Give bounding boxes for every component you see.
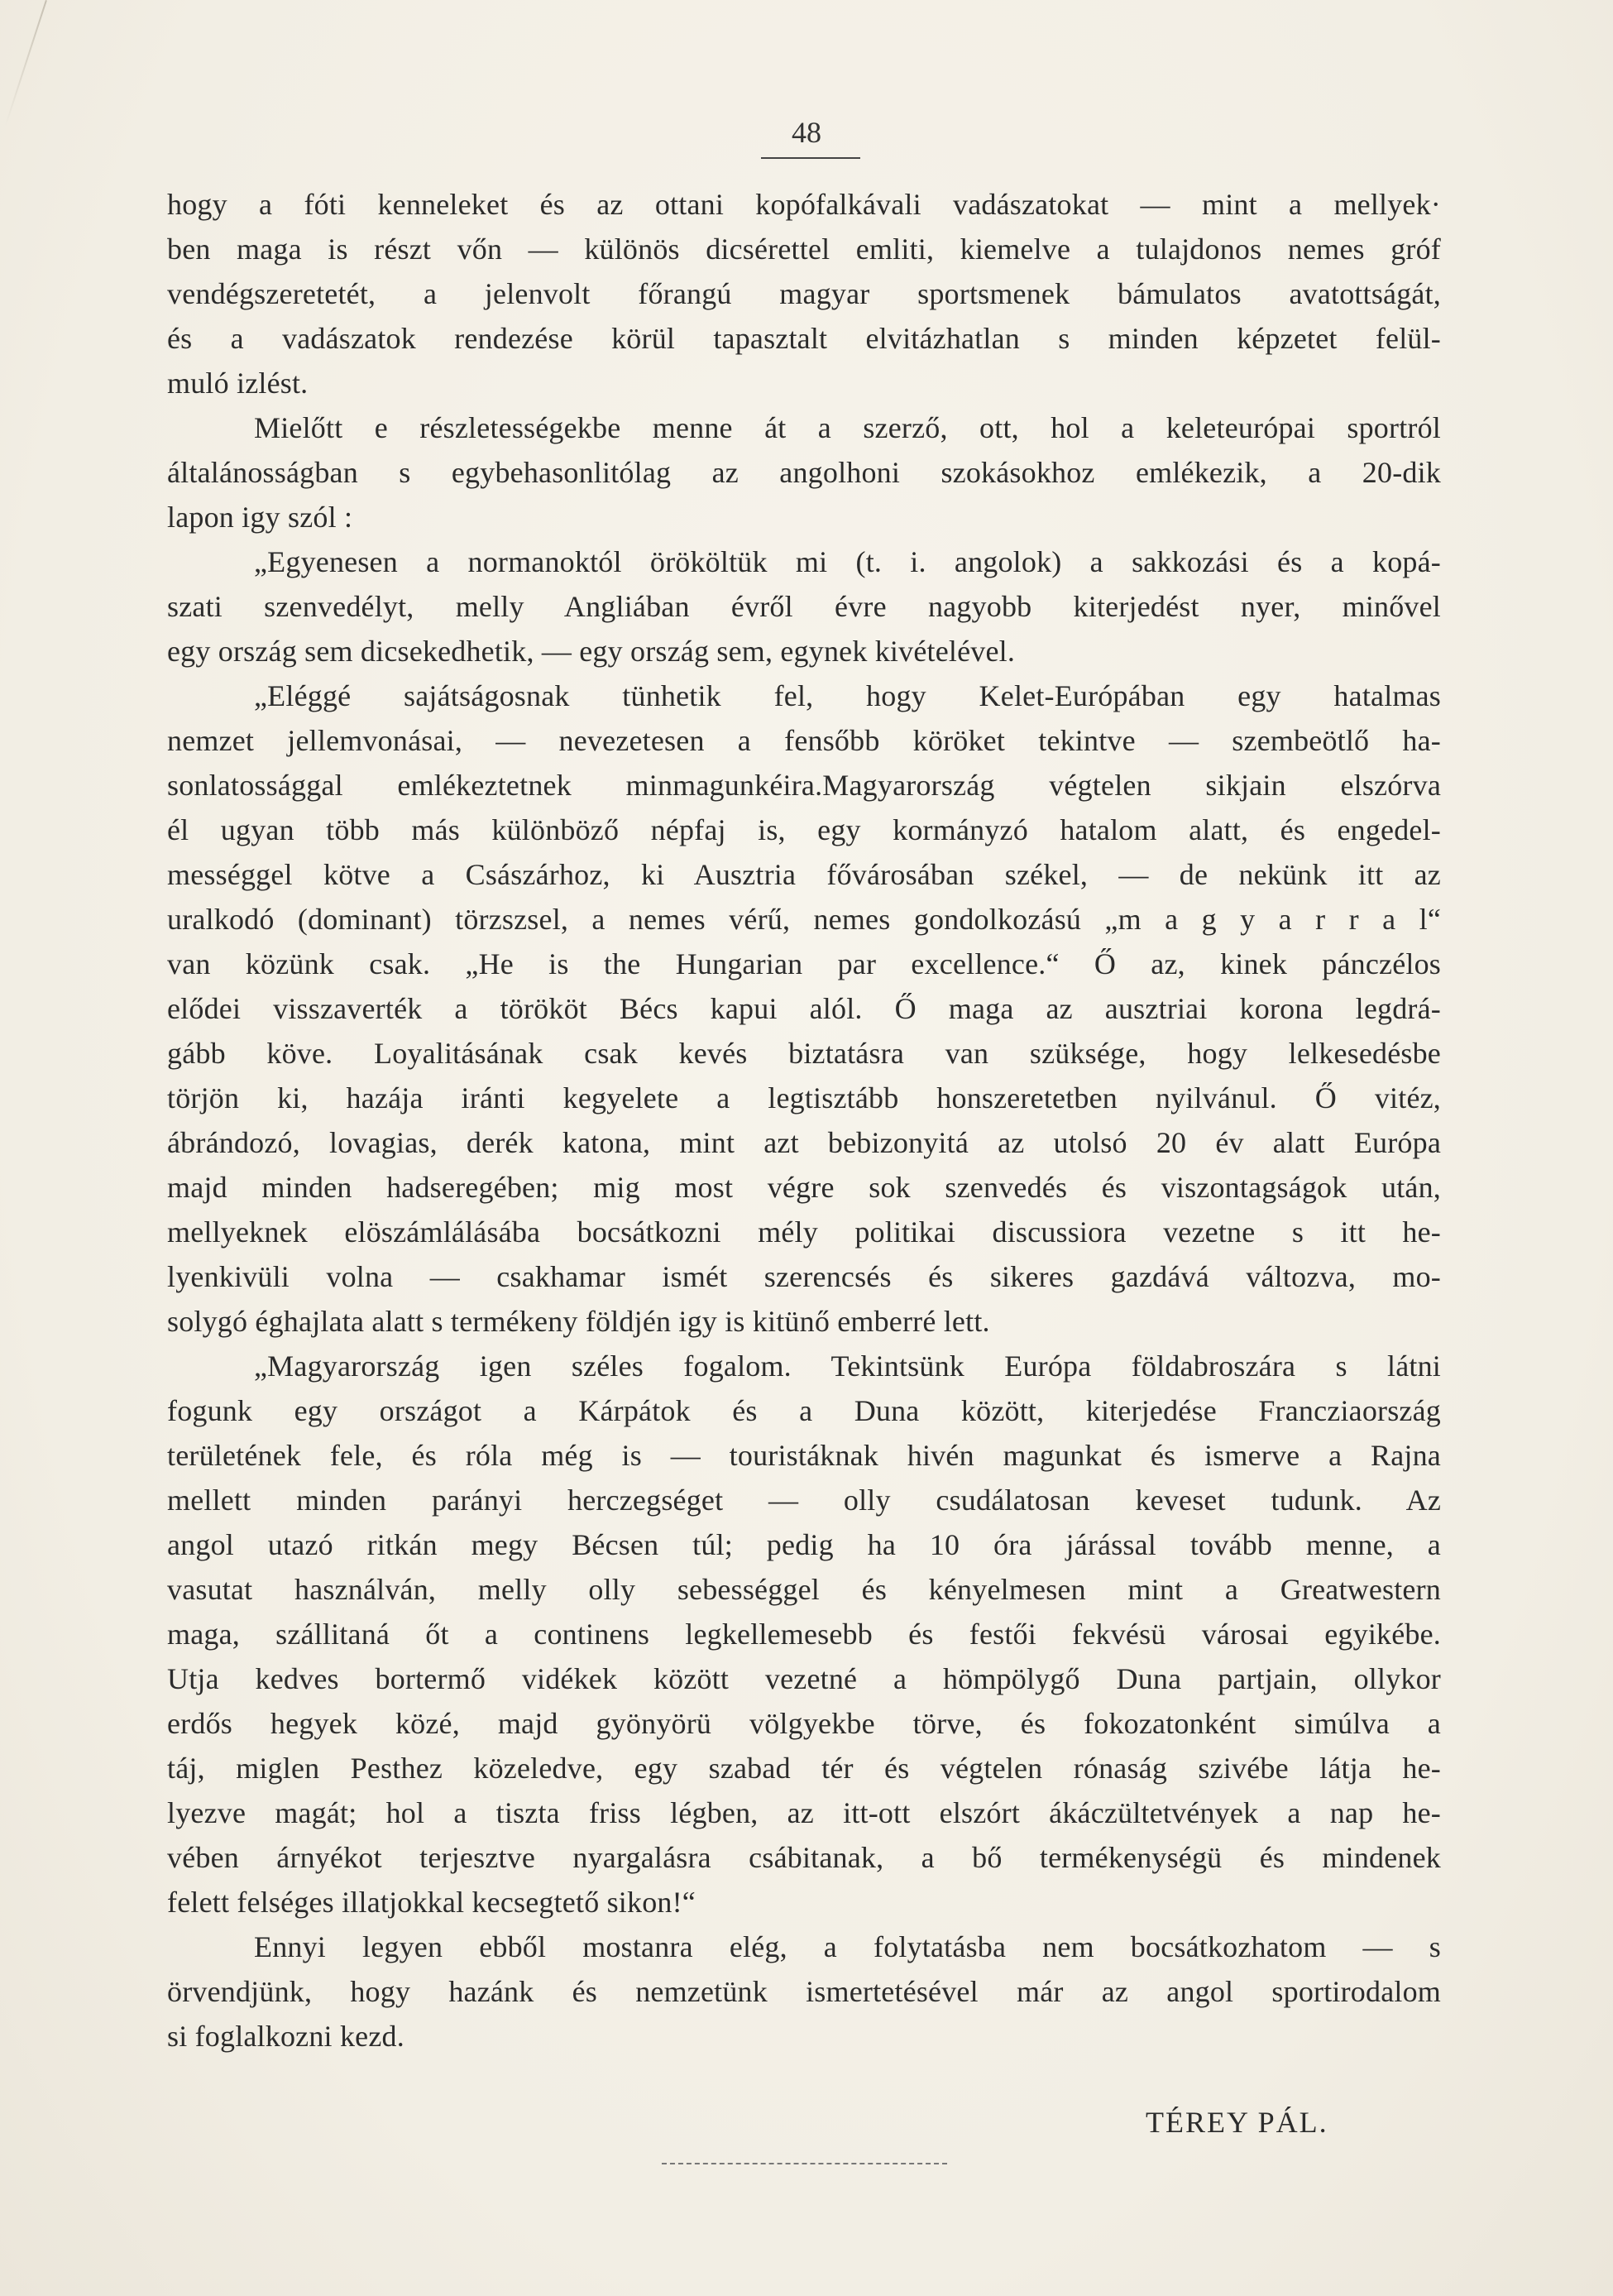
text-line: lyezve magát; hol a tiszta friss légben, az itt-ott elszórt ákáczültetvények a nap he- [167,1796,1441,1829]
text-line: solygó éghajlata alatt s termékeny földjén igy is kitünő emberré lett. [167,1305,990,1338]
text-line: táj, miglen Pesthez közeledve, egy szabad tér és végtelen rónaság szivébe látja he- [167,1752,1441,1785]
text-line: mellyeknek elöszámlálásába bocsátkozni mély politikai discussiora vezetne s itt he- [167,1215,1441,1249]
paragraph [167,1925,1441,2059]
paragraph [167,182,1441,405]
text-line: ben maga is részt vőn — különös dicsérettel emliti, kiemelve a tulajdonos nemes gróf [167,232,1441,266]
text-line: erdős hegyek közé, majd gyönyörü völgyekbe törve, és fokozatonként simúlva a [167,1707,1441,1740]
text-line: egy ország sem dicsekedhetik, — egy ország sem, egynek kivételével. [167,635,1016,668]
paragraph [167,405,1441,539]
text-line: területének fele, és róla még is — touristáknak hivén magunkat és ismerve a Rajna [167,1439,1441,1472]
text-line: „Eléggé sajátságosnak tünhetik fel, hogy Kelet-Európában egy hatalmas [254,679,1441,712]
text-line: vasutat használván, melly olly sebességgel és kényelmesen mint a Greatwestern [167,1573,1441,1606]
page-number: 48 [792,116,821,149]
author-signature: TÉREY PÁL. [1146,2106,1328,2139]
text-line: él ugyan több más különböző népfaj is, egy kormányzó hatalom alatt, és engedel- [167,813,1441,846]
text-line: vendégszeretetét, a jelenvolt főrangú magyar sportsmenek bámulatos avatottságát, [167,277,1441,310]
text-line: fogunk egy országot a Kárpátok és a Duna között, kiterjedése Francziaország [167,1394,1441,1427]
text-line: elődei visszaverték a törököt Bécs kapui alól. Ő maga az ausztriai korona legdrá- [167,992,1441,1025]
text-line: általánosságban s egybehasonlitólag az angolhoni szokásokhoz emlékezik, a 20-dik [167,456,1441,489]
text-line: vében árnyékot terjesztve nyargalásra csábitanak, a bő termékenységü és mindenek [167,1841,1441,1874]
article-body [167,182,1441,2059]
text-line: törjön ki, hazája iránti kegyelete a legtisztább honszeretetben nyilvánul. Ő vitéz, [167,1081,1441,1114]
text-line: sonlatossággal emlékeztetnek minmagunkéira.Magyarország végtelen sikjain elszórva [167,769,1441,802]
text-line: majd minden hadseregében; mig most végre sok szenvedés és viszontagságok után, [167,1171,1441,1204]
text-line: „Egyenesen a normanoktól örököltük mi (t. i. angolok) a sakkozási és a kopá- [254,545,1441,578]
text-line: lyenkivüli volna — csakhamar ismét szerencsés és sikeres gazdává változva, mo- [167,1260,1441,1293]
text-line: Mielőtt e részletességekbe menne át a szerző, ott, hol a keleteurópai sportról [254,411,1441,444]
text-line: angol utazó ritkán megy Bécsen túl; pedig ha 10 óra járással tovább menne, a [167,1528,1441,1561]
text-line: és a vadászatok rendezése körül tapasztalt elvitázhatlan s minden képzetet felül- [167,322,1441,355]
text-line: örvendjünk, hogy hazánk és nemzetünk ismertetésével már az angol sportirodalom [167,1975,1441,2008]
text-line: maga, szállitaná őt a continens legkellemesebb és festői fekvésü városai egyikébe. [167,1618,1441,1651]
text-line: mellett minden parányi herczegséget — olly csudálatosan keveset tudunk. Az [167,1484,1441,1517]
text-line: Ennyi legyen ebből mostanra elég, a folytatásba nem bocsátkozhatom — s [254,1930,1441,1963]
text-line: szati szenvedélyt, melly Angliában évről évre nagyobb kiterjedést nyer, minővel [167,590,1441,623]
text-line: Utja kedves bortermő vidékek között vezetné a hömpölygő Duna partjain, ollykor [167,1662,1441,1695]
paragraph [167,673,1441,1344]
paragraph [167,1344,1441,1925]
end-divider [662,2163,947,2164]
text-line: „Magyarország igen széles fogalom. Tekintsünk Európa földabroszára s látni [254,1349,1441,1383]
text-line: nemzet jellemvonásai, — nevezetesen a fensőbb köröket tekintve — szembeötlő ha- [167,724,1441,757]
text-line: van közünk csak. „He is the Hungarian par excellence.“ Ő az, kinek pánczélos [167,947,1441,980]
paragraph [167,539,1441,673]
text-line: mességgel kötve a Császárhoz, ki Ausztria fővárosában székel, — de nekünk itt az [167,858,1441,891]
text-line: uralkodó (dominant) törzszsel, a nemes vérű, nemes gondolkozású „m a g y a r r a l“ [167,903,1441,936]
page-edge-mark [5,0,47,127]
text-line: si foglalkozni kezd. [167,2020,404,2053]
text-line: hogy a fóti kenneleket és az ottani kopófalkávali vadászatokat — mint a mellyek· [167,188,1441,221]
text-line: gább köve. Loyalitásának csak kevés biztatásra van szüksége, hogy lelkesedésbe [167,1037,1441,1070]
text-line: muló izlést. [167,367,309,400]
text-line: ábrándozó, lovagias, derék katona, mint azt bebizonyitá az utolsó 20 év alatt Európa [167,1126,1441,1159]
text-line: lapon igy szól : [167,501,353,534]
page-number-rule [761,157,860,159]
text-line: felett felséges illatjokkal kecsegtető sikon!“ [167,1886,696,1919]
